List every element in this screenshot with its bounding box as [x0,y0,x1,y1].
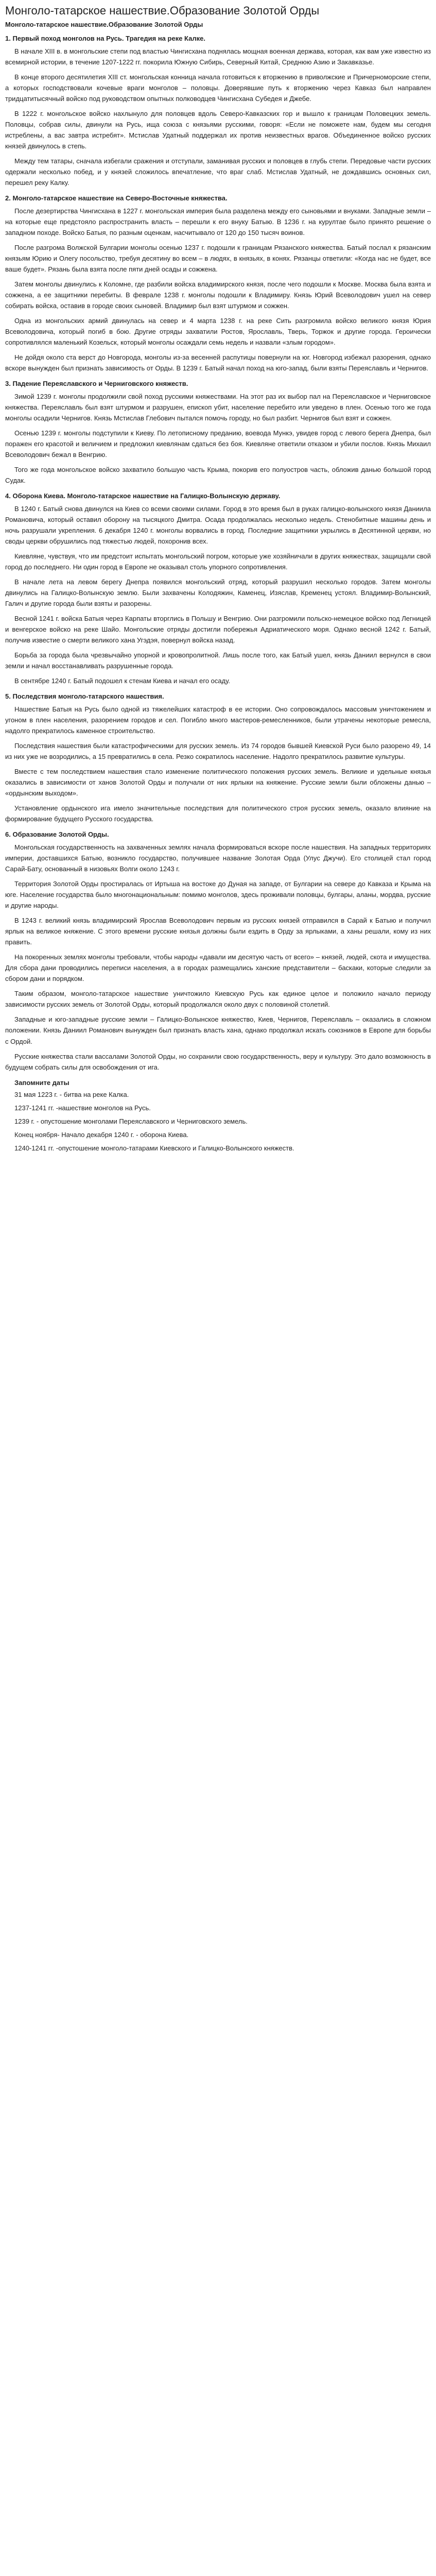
section-heading: 4. Оборона Киева. Монголо-татарское нашествие на Галицко-Волынскую державу. [5,492,281,500]
paragraph: Нашествие Батыя на Русь было одной из тяжелейших катастроф в ее истории. Оно сопровождалось массовым уничтожением и угоном в плен населения, разорением городов и сел. Погибло много мастеров-ремесленников, были утрачены некоторые ремесла, надолго прекратилось каменное строительство. [5,705,431,735]
paragraph: В конце второго десятилетия XIII ст. монгольская конница начала готовиться к вторжению в приволжские и Причерноморские степи, а которых господствовали кочевые враги монголов – половцы. Доверявшие путь к вторжению через Кавказ был направлен тридцатитысячный войско под руководством опытных полководцев Чингисхана Субедея и Джебе. [5,73,431,103]
paragraph: В начале лета на левом берегу Днепра появился монгольский отряд, который разрушил несколько городов. Затем монголы двинулись на Галицко-Волынскую землю. Были захвачены Колодяжин, Каменец, Изяслав, Кременец устоял. Владимир-Волынский, Галич и другие города были взяты и разорены. [5,578,431,607]
paragraph: На покоренных землях монголы требовали, чтобы народы «давали им десятую часть от всего» – князей, людей, скота и имущества. Для сбора дани проводились переписи населения, а в городах размещались ханские представители – баскаки, которые следили за сбором дани и порядком. [5,953,431,983]
date-item: 31 мая 1223 г. - битва на реке Калка. [14,1090,129,1098]
paragraph: Не дойдя около ста верст до Новгорода, монголы из-за весенней распутицы повернули на юг. Новгород избежал разорения, однако вскоре вынужден был признать зависимость от Орды. В 1239 г. Батый начал поход на юго-запад, были взяты Переяславль и Чернигов. [5,353,431,372]
paragraph: Киевляне, чувствуя, что им предстоит испытать монгольский погром, которые уже хозяйничали в других княжествах, защищали свой город до последнего. Ни один город в Европе не оказывал столь упорного сопротивления. [5,552,431,571]
section [5,491,431,686]
section-heading: 2. Монголо-татарское нашествие на Северо-Восточные княжества. [5,194,228,202]
document-page [0,0,436,1154]
paragraph: Весной 1241 г. войска Батыя через Карпаты вторглись в Польшу и Венгрию. Они разгромили польско-немецкое войско под Легницей и венгерское войско на реке Шайо. Монгольские отряды достигли побережья Адриатического моря. Однако весной 1242 г. Батый, получив известие о смерти великого хана Угэдэя, повернул войска назад. [5,615,431,645]
paragraph: Затем монголы двинулись к Коломне, где разбили войска владимирского князя, после чего подошли к Москве. Москва была взята и сожжена, а ее защитники перебиты. В феврале 1238 г. монголы подошли к Владимиру. Князь Юрий Всеволодович ушел на север собирать войска, оставив в городе своих сыновей. Владимир был взят штурмом и сожжен. [5,280,431,310]
paragraph: Таким образом, монголо-татарское нашествие уничтожило Киевскую Русь как единое целое и положило начало периоду зависимости русских земель от Золотой Орды, который продолжался около двух с половиной столетий. [5,990,431,1009]
paragraph: В 1243 г. великий князь владимирский Ярослав Всеволодович первым из русских князей отправился в Сарай к Батыю и получил ярлык на великое княжение. С этого времени русские князья должны были ездить в Орду за ярлыками, а ханы решали, кому из них править. [5,917,431,946]
paragraph: Установление ордынского ига имело значительные последствия для политического строя русских земель, оказало влияние на формирование будущего Русского государства. [5,804,431,823]
sections-container [5,33,431,1073]
paragraph: В 1240 г. Батый снова двинулся на Киев со всеми своими силами. Город в это время был в руках галицко-волынского князя Даниила Романовича, который оставил оборону на тысяцкого Дмитра. Осада продолжалась несколько недель. Стенобитные машины день и ночь разрушали укрепления. 6 декабря 1240 г. монголы ворвались в город. Последние защитники укрылись в Десятинной церкви, но своды церкви обрушились под тяжестью людей, похоронив всех. [5,504,431,545]
paragraph: После дезертирства Чингисхана в 1227 г. монгольская империя была разделена между его сыновьями и внуками. Западные земли – на которые еще предстояло распространить власть – перешли к его внуку Батыю. В 1236 г. на курултае было принято решение о западном походе. Войско Батыя, по разным оценкам, насчитывало от 120 до 150 тысяч воинов. [5,207,431,236]
section-heading: 6. Образование Золотой Орды. [5,831,109,839]
paragraph: В сентябре 1240 г. Батый подошел к стенам Киева и начал его осаду. [14,677,231,685]
paragraph: Одна из монгольских армий двинулась на север и 4 марта 1238 г. на реке Сить разгромила войско великого князя Юрия Всеволодовича, который погиб в бою. Другие отряды захватили Ростов, Ярославль, Тверь, Торжок и другие города. Героически сопротивлялся маленький Козельск, который монголы осаждали семь недель и назвали «злым городом». [5,316,431,347]
paragraph: Вместе с тем последствием нашествия стало изменение политического положения русских земель. Великие и удельные князья оказались в зависимости от ханов Золотой Орды и получали от них ярлыки на княжение. Русские земли были обложены данью – «ордынским выходом». [5,768,431,798]
paragraph: Борьба за города была чрезвычайно упорной и кровопролитной. Лишь после того, как Батый ушел, князь Даниил вернулся в свои земли и начал восстанавливать разрушенные города. [5,651,431,670]
date-item: Конец ноября- Начало декабря 1240 г. - оборона Киева. [14,1131,189,1139]
paragraph: Того же года монгольское войско захватило большую часть Крыма, покорив его полуостров часть, обложив данью большой город Судак. [5,466,431,485]
paragraph: В 1222 г. монгольское войско нахлынуло для половцев вдоль Северо-Кавказских гор и вышло к границам Половецких земель. Половцы, собрав силы, двинули на Русь, ища союза с князьями русскими, говоря: «Если не поможете нам, будем мы сегодня истреблены, а вас завтра истребят». Мстислав Удатный поддержал их против неизвестных врагов. Объединенное войско русских князей двинулось в степь. [5,109,431,150]
date-item: 1239 г. - опустошение монголами Переяславского и Черниговского земель. [14,1117,248,1125]
paragraph: Монгольская государственность на захваченных землях начала формироваться вскоре после нашествия. На западных территориях империи, доставшихся Батыю, возникло государство, получившее название Золотая Орда (Улус Джучи). Его столицей стал город Сарай-Бату, основанный в низовьях Волги около 1243 г. [5,843,431,873]
document-title: Монголо-татарское нашествие.Образование Золотой Орды [5,4,320,17]
section [5,829,431,1072]
section-heading: 3. Падение Переяславского и Черниговского княжеств. [5,380,188,388]
paragraph: Последствия нашествия были катастрофическими для русских земель. Из 74 городов бывшей Киевской Руси было разорено 49, 14 из них уже не возродились, а 15 превратились в села. Резко сократилось население. Надолго прекратилось развитие культуры. [5,741,431,760]
paragraph: Осенью 1239 г. монголы подступили к Киеву. По летописному преданию, воевода Мункэ, увидев город с левого берега Днепра, был поражен его красотой и величием и предложил киевлянам сдаться без боя. Киевляне ответили отказом и убили послов. Князь Михаил Всеволодович бежал в Венгрию. [5,429,431,459]
section [5,691,431,824]
paragraph: После разгрома Волжской Булгарии монголы осенью 1237 г. подошли к границам Рязанского княжества. Батый послал к рязанским князьям Юрию и Олегу посольство, требуя десятину во всем – в людях, в князьях, в конях. Рязанцы ответили: «Когда нас не будет, все ваше будет». Рязань была взята после пяти дней осады и сожжена. [5,243,431,273]
paragraph: Между тем татары, сначала избегали сражения и отступали, заманивая русских и половцев в глубь степи. Передовые части русских одержали несколько побед, и у князей сложилось впечатление, что враг слаб. Мстислав Удатный, не дождавшись основных сил, перешел реку Калку. [5,157,431,187]
dates-list [5,1090,431,1154]
section [5,379,431,486]
paragraph: Западные и юго-западные русские земли – Галицко-Волынское княжество, Киев, Чернигов, Переяславль – оказались в сложном положении. Князь Даниил Романович вынужден был признать власть хана, однако продолжал искать союзников в Европе для борьбы с Ордой. [5,1015,431,1045]
document-subtitle: Монголо-татарское нашествие.Образование Золотой Орды [5,21,203,28]
date-item: 1237-1241 гг. -нашествие монголов на Русь. [14,1104,151,1112]
paragraph: Территория Золотой Орды простиралась от Иртыша на востоке до Дуная на западе, от Булгарии на севере до Кавказа и Крыма на юге. Население государства было многонациональным: помимо монголов, здесь проживали половцы, булгары, аланы, мордва, русские и другие народы. [5,879,431,909]
paragraph: Зимой 1239 г. монголы продолжили свой поход русскими княжествами. На этот раз их выбор пал на Переяславское и Черниговское княжества. Переяславль был взят штурмом и разрушен, епископ убит, население перебито или уведено в плен. Осенью того же года монголы осадили Чернигов. Князь Мстислав Глебович пытался помочь городу, но был разбит. Чернигов был взят и сожжен. [5,392,431,422]
section-heading: 5. Последствия монголо-татарского нашествия. [5,692,164,701]
paragraph: Русские княжества стали вассалами Золотой Орды, но сохранили свою государственность, веру и культуру. Это дало возможность в будущем собрать силы для освобождения от ига. [5,1052,431,1071]
dates-title: Запомните даты [14,1078,69,1087]
section [5,33,431,188]
section-heading: 1. Первый поход монголов на Русь. Трагедия на реке Калке. [5,35,205,42]
section [5,193,431,374]
dates-block [5,1079,431,1154]
date-item: 1240-1241 гг. -опустошение монголо-татарами Киевского и Галицко-Волынского княжеств. [14,1144,294,1153]
paragraph: В начале XIII в. в монгольские степи под властью Чингисхана поднялась мощная военная держава, которая, как вам уже известно из всемирной истории, в течение 1207-1222 гг. покорила Южную Сибирь, Северный Китай, Среднюю Азию и Закавказье. [5,47,431,66]
